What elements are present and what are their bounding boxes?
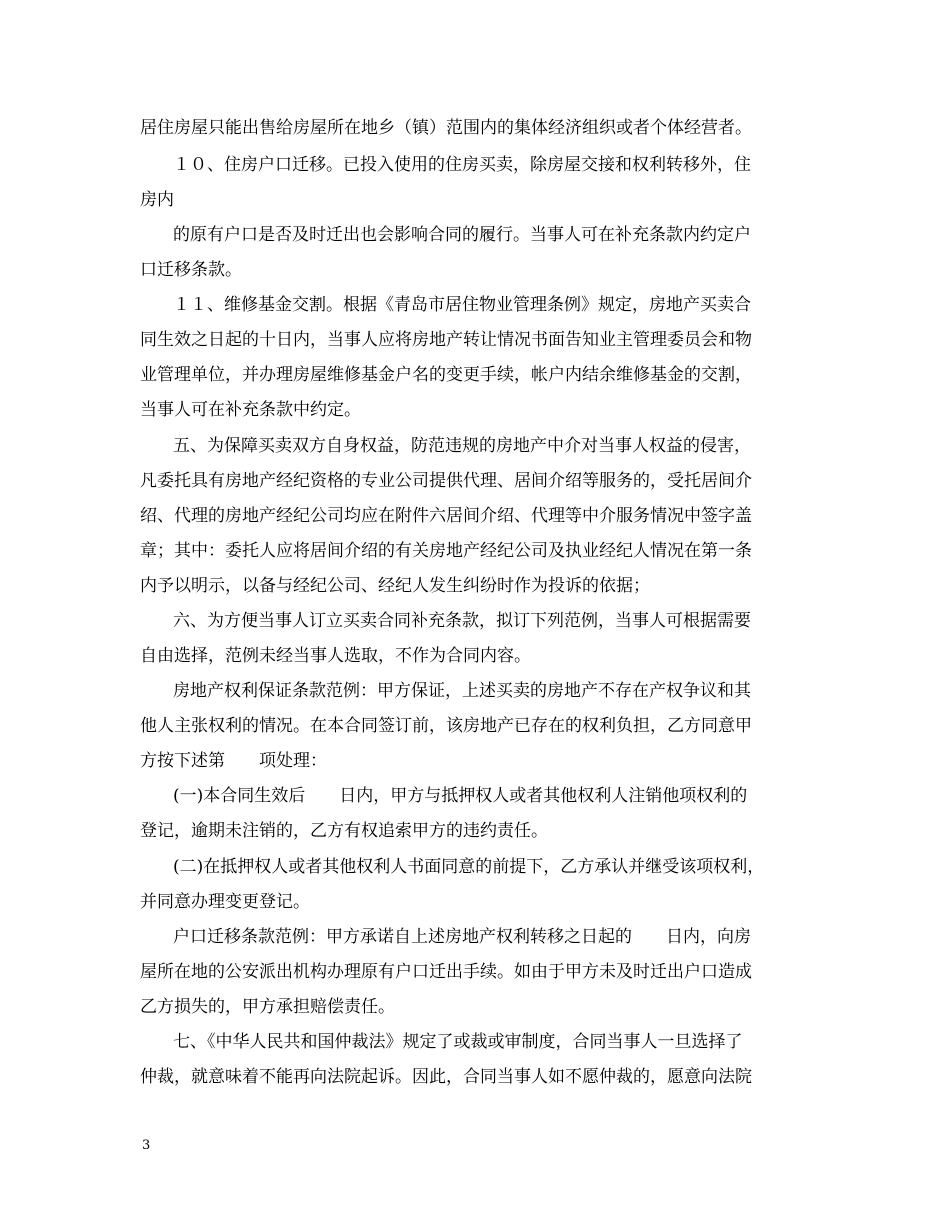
- body-text-line: 自由选择，范例未经当事人选取，不作为合同内容。: [140, 646, 531, 666]
- body-text-line: 五、为保障买卖双方自身权益，防范违规的房地产中介对当事人权益的侵害，: [173, 436, 751, 456]
- body-text-line: 房内: [140, 190, 174, 210]
- body-text-line: 他人主张权利的情况。在本合同签订前，该房地产已存在的权利负担，乙方同意甲: [140, 716, 752, 736]
- page-number: 3: [142, 1138, 151, 1153]
- body-text-line: 仲裁，就意味着不能再向法院起诉。因此，合同当事人如不愿仲裁的，愿意向法院: [140, 1067, 752, 1087]
- body-text-line: (一)本合同生效后 日内，甲方与抵押权人或者其他权利人注销他项权利的: [173, 786, 748, 806]
- body-text-line: 屋所在地的公安派出机构办理原有户口迁出手续。如由于甲方未及时迁出户口造成: [140, 962, 752, 982]
- body-text-line: 业管理单位，并办理房屋维修基金户名的变更手续，帐户内结余维修基金的交割，: [140, 365, 752, 385]
- body-text-line: 登记，逾期未注销的，乙方有权追索甲方的违约责任。: [140, 821, 548, 841]
- body-text-line: 当事人可在补充条款中约定。: [140, 400, 361, 420]
- body-text-line: 口迁移条款。: [140, 260, 242, 280]
- body-text-line: (二)在抵押权人或者其他权利人书面同意的前提下，乙方承认并继受该项权利，: [173, 857, 765, 877]
- body-text-line: 居住房屋只能出售给房屋所在地乡（镇）范围内的集体经济组织或者个体经营者。: [140, 118, 752, 138]
- body-text-line: 方按下述第 项处理：: [140, 751, 327, 771]
- body-text-line: 乙方损失的，甲方承担赔偿责任。: [140, 997, 395, 1017]
- body-text-line: 户口迁移条款范例：甲方承诺自上述房地产权利转移之日起的 日内，向房: [173, 927, 751, 947]
- body-text-line: 绍、代理的房地产经纪公司均应在附件六居间介绍、代理等中介服务情况中签字盖: [140, 506, 752, 526]
- body-text-line: 章；其中：委托人应将居间介绍的有关房地产经纪公司及执业经纪人情况在第一条: [140, 541, 752, 561]
- body-text-line: 七、《中华人民共和国仲裁法》规定了或裁或审制度，合同当事人一旦选择了: [173, 1032, 743, 1052]
- body-text-line: 凡委托具有房地产经纪资格的专业公司提供代理、居间介绍等服务的，受托居间介: [140, 471, 752, 491]
- body-text-line: 内予以明示，以备与经纪公司、经纪人发生纠纷时作为投诉的依据；: [140, 576, 650, 596]
- body-text-line: 房地产权利保证条款范例：甲方保证，上述买卖的房地产不存在产权争议和其: [173, 681, 751, 701]
- body-text-line: １０、住房户口迁移。已投入使用的住房买卖，除房屋交接和权利转移外，住: [173, 155, 751, 175]
- body-text-line: 并同意办理变更登记。: [140, 892, 310, 912]
- body-text-line: 的原有户口是否及时迁出也会影响合同的履行。当事人可在补充条款内约定户: [173, 225, 751, 245]
- body-text-line: 六、为方便当事人订立买卖合同补充条款，拟订下列范例，当事人可根据需要: [173, 611, 751, 631]
- body-text-line: １１、维修基金交割。根据《青岛市居住物业管理条例》规定，房地产买卖合: [173, 295, 751, 315]
- body-text-line: 同生效之日起的十日内，当事人应将房地产转让情况书面告知业主管理委员会和物: [140, 330, 752, 350]
